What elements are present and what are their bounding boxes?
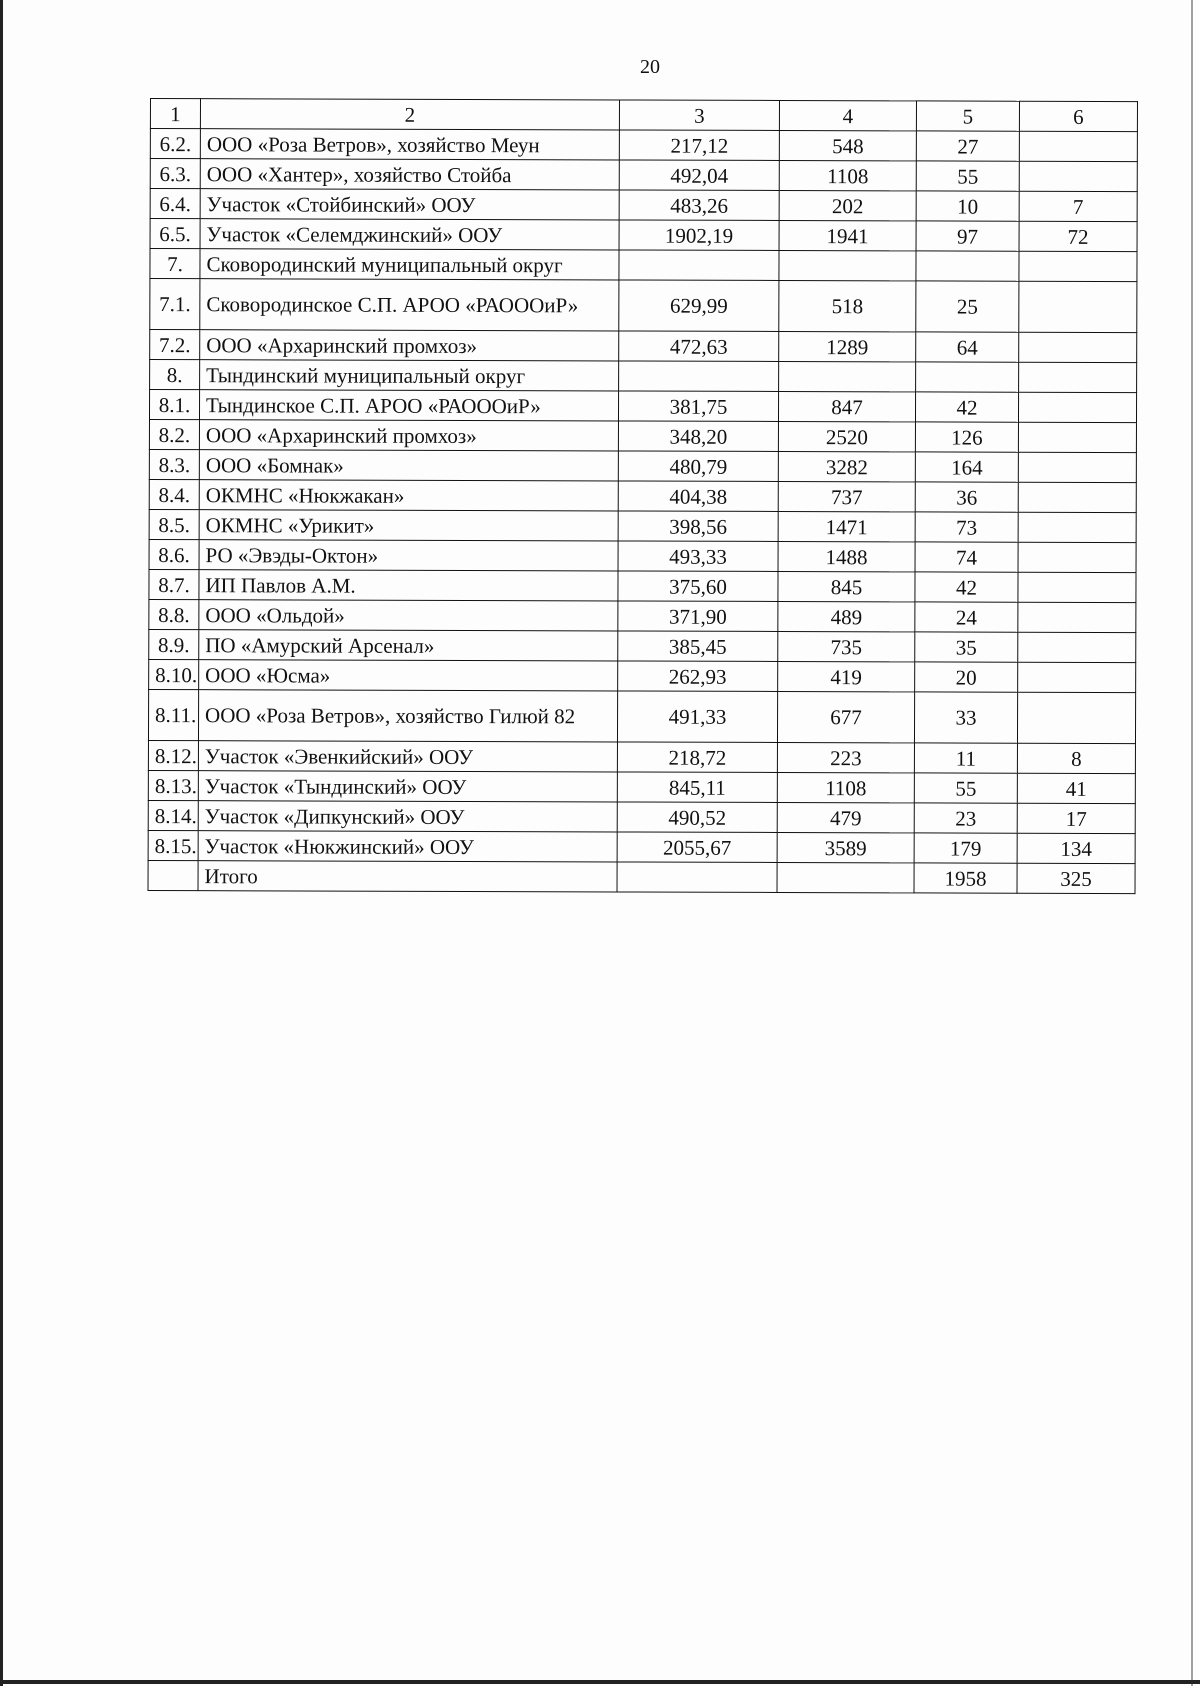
table-row	[149, 539, 1136, 572]
table-row	[148, 830, 1135, 863]
row-number-cell: 7.	[150, 249, 200, 279]
data-table	[148, 98, 1138, 894]
row-name-cell: ООО «Бомнак»	[199, 450, 618, 481]
row-col3-cell: 483,26	[619, 190, 779, 221]
table-row	[150, 129, 1137, 162]
row-col5-cell: 179	[914, 833, 1017, 863]
row-number-cell: 8.13.	[148, 770, 198, 800]
header-cell-1: 1	[150, 99, 200, 129]
row-number-cell: 7.2.	[150, 330, 200, 360]
row-col4-cell: 518	[779, 280, 916, 331]
row-col4-cell: 2520	[778, 421, 915, 451]
header-cell-2: 2	[200, 99, 619, 130]
row-col6-cell	[1018, 452, 1136, 482]
row-name-cell: ООО «Архаринский промхоз»	[199, 420, 618, 451]
row-name-cell: ООО «Хантер», хозяйство Стойба	[200, 159, 619, 190]
row-col3-cell: 492,04	[619, 160, 779, 191]
row-col4-cell: 3589	[777, 832, 914, 862]
row-col5-cell: 24	[915, 602, 1018, 632]
row-col6-cell	[1018, 572, 1136, 602]
row-col3-cell	[619, 250, 779, 281]
row-name-cell: ИП Павлов А.М.	[199, 570, 618, 601]
row-col5-cell: 1958	[914, 863, 1017, 893]
row-col5-cell: 23	[914, 803, 1017, 833]
table-row	[150, 159, 1137, 192]
row-col3-cell: 845,11	[617, 772, 777, 803]
table-row	[150, 189, 1137, 222]
row-name-cell: Участок «Стойбинский» ООУ	[200, 189, 619, 220]
row-col3-cell: 398,56	[618, 511, 778, 542]
row-name-cell: Сковородинский муниципальный округ	[200, 249, 619, 280]
row-col6-cell	[1018, 542, 1136, 572]
row-number-cell: 6.2.	[150, 129, 200, 159]
table-row	[148, 770, 1135, 803]
row-col5-cell: 73	[915, 512, 1018, 542]
table-row	[148, 740, 1135, 773]
header-cell-5: 5	[916, 101, 1019, 131]
row-col3-cell: 218,72	[617, 742, 777, 773]
row-col4-cell: 3282	[778, 451, 915, 481]
row-col5-cell: 36	[915, 482, 1018, 512]
row-col3-cell	[619, 361, 779, 392]
row-name-cell: Сковородинское С.П. АРОО «РАОООиР»	[200, 279, 619, 331]
row-name-cell: ОКМНС «Нюкжакан»	[199, 480, 618, 511]
row-number-cell: 8.9.	[149, 629, 199, 659]
row-number-cell: 8.7.	[149, 569, 199, 599]
row-col5-cell	[916, 251, 1019, 281]
row-col6-cell: 17	[1017, 803, 1135, 833]
row-name-cell: ООО «Архаринский промхоз»	[200, 330, 619, 361]
row-col4-cell: 847	[778, 391, 915, 421]
row-col6-cell	[1018, 482, 1136, 512]
row-number-cell: 8.4.	[149, 479, 199, 509]
row-col5-cell: 126	[915, 422, 1018, 452]
header-cell-4: 4	[779, 100, 916, 130]
row-col5-cell: 10	[916, 191, 1019, 221]
table-row	[149, 509, 1136, 542]
table-row	[149, 599, 1136, 632]
row-col3-cell: 629,99	[619, 280, 779, 332]
row-col4-cell: 419	[778, 661, 915, 691]
row-col5-cell: 11	[914, 743, 1017, 773]
row-col4-cell: 489	[778, 601, 915, 631]
row-col4-cell: 677	[777, 691, 914, 742]
row-col5-cell: 42	[915, 572, 1018, 602]
row-number-cell: 8.10.	[149, 659, 199, 689]
row-col4-cell: 548	[779, 130, 916, 160]
header-cell-6: 6	[1019, 101, 1137, 131]
row-col6-cell	[1018, 392, 1136, 422]
row-number-cell: 8.	[150, 360, 200, 390]
row-col6-cell	[1019, 332, 1137, 362]
row-col5-cell: 55	[916, 161, 1019, 191]
row-col4-cell	[779, 250, 916, 280]
table-row	[150, 330, 1137, 363]
row-col6-cell	[1018, 602, 1136, 632]
row-col5-cell: 64	[916, 332, 1019, 362]
row-name-cell: РО «Эвэды-Октон»	[199, 540, 618, 571]
row-col6-cell: 7	[1019, 191, 1137, 221]
row-number-cell: 8.1.	[149, 390, 199, 420]
table-header-row	[150, 99, 1137, 132]
row-name-cell: ОКМНС «Урикит»	[199, 510, 618, 541]
table-row	[148, 860, 1135, 893]
row-col3-cell: 262,93	[618, 661, 778, 692]
row-col5-cell: 20	[915, 662, 1018, 692]
row-name-cell: Участок «Селемджинский» ООУ	[200, 219, 619, 250]
row-col4-cell: 1108	[779, 160, 916, 190]
table-row	[149, 659, 1136, 692]
row-col4-cell: 223	[777, 742, 914, 772]
row-col4-cell: 1471	[778, 511, 915, 541]
scan-edge-bottom	[0, 1680, 1200, 1684]
row-col6-cell	[1019, 161, 1137, 191]
row-col3-cell: 490,52	[617, 802, 777, 833]
row-number-cell: 8.12.	[148, 740, 198, 770]
row-col4-cell	[779, 361, 916, 391]
row-col6-cell: 8	[1017, 743, 1135, 773]
row-col3-cell: 381,75	[618, 391, 778, 422]
row-col3-cell: 1902,19	[619, 220, 779, 251]
row-col3-cell: 491,33	[617, 691, 777, 743]
row-col4-cell: 845	[778, 571, 915, 601]
row-col4-cell: 1108	[777, 772, 914, 802]
row-name-cell: Участок «Дипкунский» ООУ	[198, 801, 617, 832]
row-col3-cell: 348,20	[618, 421, 778, 452]
row-col5-cell: 97	[916, 221, 1019, 251]
page-number: 20	[640, 56, 660, 78]
scan-edge-right	[1191, 0, 1193, 1686]
row-col6-cell: 72	[1019, 221, 1137, 251]
row-col5-cell: 35	[915, 632, 1018, 662]
row-col6-cell	[1018, 422, 1136, 452]
row-col4-cell: 735	[778, 631, 915, 661]
row-name-cell: ООО «Ольдой»	[199, 600, 618, 631]
row-col4-cell: 479	[777, 802, 914, 832]
table-row	[149, 419, 1136, 452]
row-col6-cell: 134	[1017, 833, 1135, 863]
table-body	[148, 99, 1137, 894]
row-name-cell: ООО «Роза Ветров», хозяйство Гилюй 82	[198, 690, 617, 742]
row-number-cell: 8.6.	[149, 539, 199, 569]
table-row	[148, 689, 1135, 743]
row-col6-cell	[1019, 131, 1137, 161]
row-number-cell: 6.5.	[150, 219, 200, 249]
row-col5-cell	[916, 362, 1019, 392]
row-number-cell: 6.4.	[150, 189, 200, 219]
row-col6-cell	[1019, 251, 1137, 281]
row-number-cell: 8.15.	[148, 830, 198, 860]
row-col4-cell: 1488	[778, 541, 915, 571]
table-row	[149, 629, 1136, 662]
table-row	[149, 390, 1136, 423]
table-row	[149, 569, 1136, 602]
row-col3-cell: 404,38	[618, 481, 778, 512]
table-row	[150, 360, 1137, 393]
row-col5-cell: 33	[914, 692, 1017, 743]
row-col3-cell: 493,33	[618, 541, 778, 572]
row-name-cell: ПО «Амурский Арсенал»	[199, 630, 618, 661]
row-col3-cell	[617, 862, 777, 893]
row-col6-cell: 325	[1017, 863, 1135, 893]
row-name-cell: Тындинский муниципальный округ	[200, 360, 619, 391]
table-row	[150, 279, 1137, 333]
row-number-cell: 8.3.	[149, 449, 199, 479]
row-number-cell: 6.3.	[150, 159, 200, 189]
table-row	[148, 800, 1135, 833]
row-name-cell: ООО «Роза Ветров», хозяйство Меун	[200, 129, 619, 160]
row-name-cell: Тындинское С.П. АРОО «РАОООиР»	[199, 390, 618, 421]
scan-edge-left	[0, 0, 3, 1686]
row-number-cell: 8.2.	[149, 419, 199, 449]
row-number-cell	[148, 860, 198, 890]
row-col6-cell	[1018, 662, 1136, 692]
row-name-cell: Участок «Тындинский» ООУ	[198, 771, 617, 802]
row-col3-cell: 217,12	[619, 130, 779, 161]
row-col4-cell: 1941	[779, 220, 916, 250]
row-name-cell: Итого	[198, 861, 617, 892]
row-col6-cell	[1019, 362, 1137, 392]
table-row	[149, 449, 1136, 482]
row-col4-cell	[777, 862, 914, 892]
row-number-cell: 7.1.	[150, 279, 200, 330]
row-col5-cell: 27	[916, 131, 1019, 161]
table-row	[149, 479, 1136, 512]
row-col3-cell: 472,63	[619, 331, 779, 362]
row-col3-cell: 480,79	[618, 451, 778, 482]
row-col5-cell: 74	[915, 542, 1018, 572]
row-number-cell: 8.8.	[149, 599, 199, 629]
row-name-cell: Участок «Эвенкийский» ООУ	[198, 741, 617, 772]
table-row	[150, 219, 1137, 252]
row-name-cell: Участок «Нюкжинский» ООУ	[198, 831, 617, 862]
row-col3-cell: 371,90	[618, 601, 778, 632]
row-name-cell: ООО «Юсма»	[199, 660, 618, 691]
row-col3-cell: 385,45	[618, 631, 778, 662]
row-col5-cell: 55	[914, 773, 1017, 803]
row-col5-cell: 164	[915, 452, 1018, 482]
header-cell-3: 3	[619, 100, 779, 131]
row-col5-cell: 42	[915, 392, 1018, 422]
row-number-cell: 8.14.	[148, 800, 198, 830]
row-col4-cell: 202	[779, 190, 916, 220]
row-number-cell: 8.11.	[148, 689, 198, 740]
row-col6-cell	[1018, 512, 1136, 542]
row-number-cell: 8.5.	[149, 509, 199, 539]
row-col6-cell	[1019, 281, 1137, 332]
row-col6-cell	[1017, 692, 1135, 743]
row-col5-cell: 25	[916, 281, 1019, 332]
row-col4-cell: 1289	[779, 331, 916, 361]
row-col3-cell: 2055,67	[617, 832, 777, 863]
table-row	[150, 249, 1137, 282]
row-col6-cell: 41	[1017, 773, 1135, 803]
row-col4-cell: 737	[778, 481, 915, 511]
row-col3-cell: 375,60	[618, 571, 778, 602]
row-col6-cell	[1018, 632, 1136, 662]
